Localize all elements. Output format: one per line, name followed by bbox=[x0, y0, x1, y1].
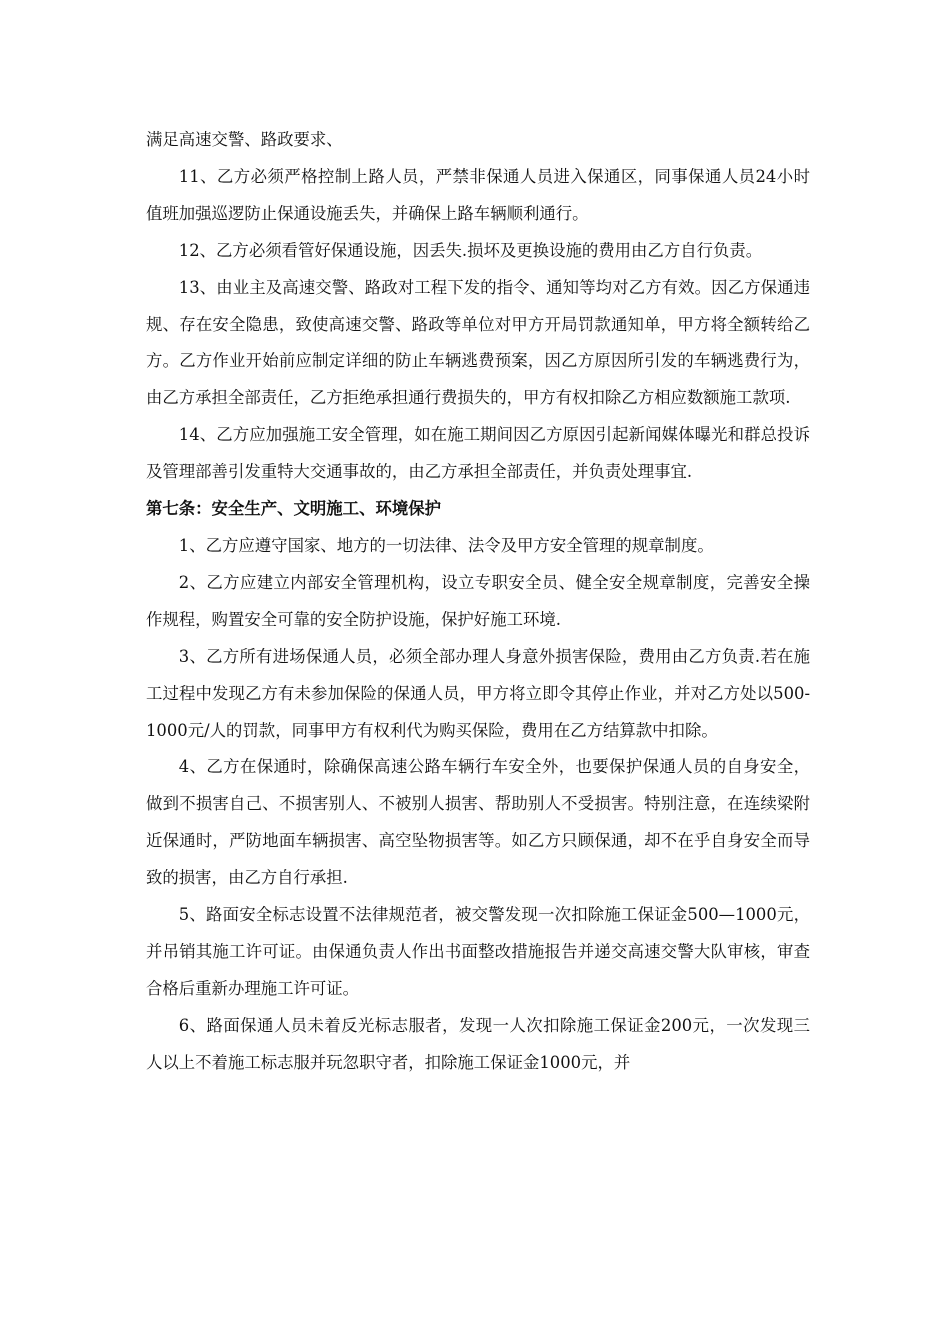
paragraph-safety-6: 6、路面保通人员未着反光标志服者，发现一人次扣除施工保证金200元，一次发现三人以上不着施工标志服并玩忽职守者，扣除施工保证金1000元，并 bbox=[146, 1015, 810, 1072]
paragraph-safety-2: 2、乙方应建立内部安全管理机构，设立专职安全员、健全安全规章制度，完善安全操作规程，购置安全可靠的安全防护设施，保护好施工环境. bbox=[146, 572, 810, 629]
document-body bbox=[146, 122, 810, 1082]
paragraph-safety-3: 3、乙方所有进场保通人员，必须全部办理人身意外损害保险，费用由乙方负责.若在施工过程中发现乙方有未参加保险的保通人员，甲方将立即令其停止作业，并对乙方处以500-1000元/人的罚款，同事甲方有权利代为购买保险，费用在乙方结算款中扣除。 bbox=[146, 646, 810, 740]
paragraph-safety-4: 4、乙方在保通时，除确保高速公路车辆行车安全外，也要保护保通人员的自身安全，做到不损害自己、不损害别人、不被别人损害、帮助别人不受损害。特别注意，在连续梁附近保通时，严防地面车辆损害、高空坠物损害等。如乙方只顾保通，却不在乎自身安全而导致的损害，由乙方自行承担. bbox=[146, 757, 810, 888]
paragraph-safety-1: 1、乙方应遵守国家、地方的一切法律、法令及甲方安全管理的规章制度。 bbox=[178, 535, 714, 555]
paragraph-continuation: 满足高速交警、路政要求、 bbox=[146, 130, 343, 149]
paragraph-item-13: 13、由业主及高速交警、路政对工程下发的指令、通知等均对乙方有效。因乙方保通违规、存在安全隐患，致使高速交警、路政等单位对甲方开局罚款通知单，甲方将全额转给乙方。乙方作业开始前应制定详细的防止车辆逃费预案，因乙方原因所引发的车辆逃费行为，由乙方承担全部责任，乙方拒绝承担通行费损失的，甲方有权扣除乙方相应数额施工款项. bbox=[146, 277, 810, 408]
paragraph-item-14: 14、乙方应加强施工安全管理，如在施工期间因乙方原因引起新闻媒体曝光和群总投诉及管理部善引发重特大交通事故的，由乙方承担全部责任，并负责处理事宜. bbox=[146, 425, 810, 482]
paragraph-item-11: 11、乙方必须严格控制上路人员，严禁非保通人员进入保通区，同事保通人员24小时值班加强巡逻防止保通设施丢失，并确保上路车辆顺利通行。 bbox=[146, 166, 810, 223]
paragraph-safety-5: 5、路面安全标志设置不法律规范者，被交警发现一次扣除施工保证金500—1000元，并吊销其施工许可证。由保通负责人作出书面整改措施报告并递交高速交警大队审核，审查合格后重新办理施工许可证。 bbox=[146, 905, 810, 998]
section-heading-article-7: 第七条：安全生产、文明施工、环境保护 bbox=[146, 499, 442, 519]
paragraph-item-12: 12、乙方必须看管好保通设施，因丢失.损坏及更换设施的费用由乙方自行负责。 bbox=[178, 240, 763, 260]
